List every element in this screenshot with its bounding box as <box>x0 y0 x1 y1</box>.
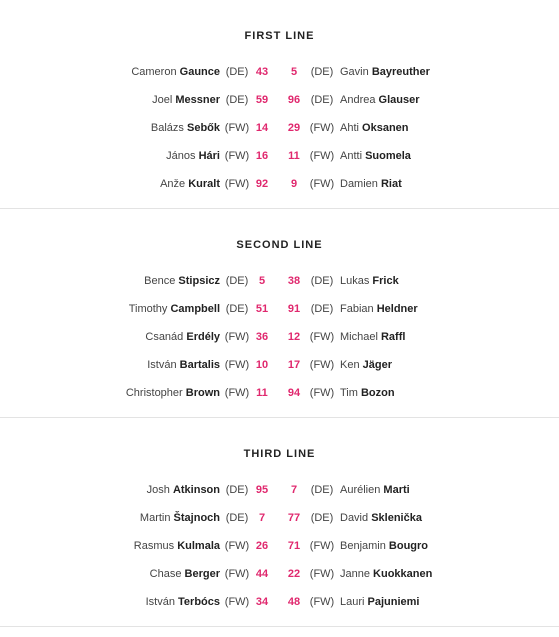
right-player-last-name: Bougro <box>388 540 429 552</box>
right-player-number: 29 <box>287 122 301 134</box>
left-player-name[interactable] <box>140 510 220 526</box>
left-player-last-name: Štajnoch <box>173 512 220 524</box>
right-player-first-name: Benjamin <box>340 540 386 552</box>
left-player-last-name: Messner <box>175 94 220 106</box>
left-player-first-name: Cameron <box>131 66 177 78</box>
right-player-last-name: Heldner <box>376 303 418 315</box>
left-player-number: 7 <box>258 512 266 524</box>
left-player-position: (FW) <box>224 150 250 162</box>
left-player-name[interactable] <box>152 92 220 108</box>
right-player-name[interactable] <box>340 92 420 108</box>
left-player-number: 44 <box>255 568 269 580</box>
left-player-last-name: Terbócs <box>178 596 220 608</box>
left-player-position: (FW) <box>224 359 250 371</box>
line-section <box>0 209 559 418</box>
left-player-last-name: Atkinson <box>172 484 220 496</box>
player-pair-row <box>0 510 559 526</box>
right-player-position: (DE) <box>310 484 334 496</box>
left-player-position: (DE) <box>225 512 249 524</box>
right-player-position: (FW) <box>309 178 335 190</box>
right-player-name[interactable] <box>340 176 402 192</box>
left-player-last-name: Stipsicz <box>178 275 220 287</box>
left-player-name[interactable] <box>160 176 220 192</box>
right-player-name[interactable] <box>340 482 410 498</box>
player-pair-row <box>0 148 559 164</box>
right-player-first-name: Ken <box>340 359 360 371</box>
right-player-position: (FW) <box>309 540 335 552</box>
left-player-first-name: Bence <box>144 275 176 287</box>
left-player-number: 34 <box>255 596 269 608</box>
left-player-first-name: Josh <box>146 484 170 496</box>
left-player-name[interactable] <box>147 482 220 498</box>
player-pair-row <box>0 482 559 498</box>
right-player-number: 71 <box>287 540 301 552</box>
right-player-last-name: Sklenička <box>371 512 422 524</box>
left-player-last-name: Kuralt <box>188 178 220 190</box>
player-pair-row <box>0 273 559 289</box>
left-player-name[interactable] <box>146 594 220 610</box>
left-player-position: (FW) <box>224 331 250 343</box>
left-player-first-name: Martin <box>139 512 171 524</box>
left-player-number: 11 <box>256 387 268 399</box>
right-player-position: (FW) <box>309 568 335 580</box>
right-player-position: (DE) <box>310 66 334 78</box>
right-player-first-name: Fabian <box>340 303 374 315</box>
left-player-position: (FW) <box>224 540 250 552</box>
right-player-number: 77 <box>287 512 301 524</box>
right-player-name[interactable] <box>340 120 409 136</box>
player-pair-row <box>0 329 559 345</box>
player-pair-row <box>0 538 559 554</box>
right-player-name[interactable] <box>340 510 422 526</box>
left-player-name[interactable] <box>150 566 220 582</box>
left-player-position: (DE) <box>225 303 249 315</box>
right-player-name[interactable] <box>340 301 418 317</box>
left-player-name[interactable] <box>131 64 220 80</box>
left-player-name[interactable] <box>144 273 220 289</box>
left-player-last-name: Gaunce <box>179 66 220 78</box>
line-section <box>0 0 559 209</box>
right-player-number: 38 <box>287 275 301 287</box>
right-player-first-name: David <box>340 512 369 524</box>
left-player-last-name: Erdély <box>186 331 220 343</box>
right-player-number: 94 <box>287 387 301 399</box>
right-player-number: 22 <box>287 568 301 580</box>
left-player-number: 5 <box>258 275 266 287</box>
left-player-number: 16 <box>255 150 269 162</box>
player-pair-row <box>0 357 559 373</box>
left-player-first-name: Joel <box>152 94 173 106</box>
right-player-first-name: Antti <box>340 150 363 162</box>
left-player-number: 92 <box>255 178 269 190</box>
left-player-number: 14 <box>255 122 269 134</box>
left-player-first-name: Christopher <box>125 387 183 399</box>
right-player-position: (DE) <box>310 303 334 315</box>
left-player-last-name: Kulmala <box>177 540 220 552</box>
right-player-position: (FW) <box>309 122 335 134</box>
right-player-name[interactable] <box>340 329 405 345</box>
left-player-number: 36 <box>255 331 269 343</box>
player-pair-row <box>0 64 559 80</box>
line-section <box>0 418 559 627</box>
left-player-last-name: Sebők <box>186 122 220 134</box>
right-player-position: (FW) <box>309 359 335 371</box>
left-player-first-name: István <box>145 596 175 608</box>
right-player-name[interactable] <box>340 148 411 164</box>
right-player-first-name: Damien <box>340 178 378 190</box>
left-player-first-name: Timothy <box>128 303 168 315</box>
right-player-last-name: Jäger <box>362 359 392 371</box>
left-player-name[interactable] <box>134 538 220 554</box>
right-player-first-name: Lukas <box>340 275 370 287</box>
left-player-position: (FW) <box>224 568 250 580</box>
left-player-name[interactable] <box>151 120 220 136</box>
left-player-position: (DE) <box>225 66 249 78</box>
right-player-name[interactable] <box>340 273 399 289</box>
right-player-first-name: Tim <box>340 387 358 399</box>
right-player-number: 7 <box>290 484 298 496</box>
right-player-number: 5 <box>290 66 298 78</box>
right-player-first-name: Aurélien <box>340 484 381 496</box>
left-player-position: (FW) <box>224 387 250 399</box>
right-player-position: (DE) <box>310 94 334 106</box>
left-player-number: 95 <box>255 484 269 496</box>
right-player-first-name: Gavin <box>340 66 369 78</box>
right-player-last-name: Oksanen <box>362 122 409 134</box>
player-pair-row <box>0 92 559 108</box>
right-player-last-name: Glauser <box>378 94 420 106</box>
left-player-first-name: Anže <box>160 178 186 190</box>
right-player-number: 96 <box>287 94 301 106</box>
right-player-position: (DE) <box>310 275 334 287</box>
left-player-first-name: Rasmus <box>133 540 175 552</box>
left-player-number: 43 <box>255 66 269 78</box>
right-player-last-name: Suomela <box>365 150 411 162</box>
right-player-name[interactable] <box>340 357 392 373</box>
right-player-name[interactable] <box>340 538 428 554</box>
right-player-first-name: Janne <box>340 568 370 580</box>
right-player-name[interactable] <box>340 566 432 582</box>
left-player-last-name: Brown <box>185 387 220 399</box>
line-title: SECOND LINE <box>236 239 323 251</box>
right-player-position: (FW) <box>309 331 335 343</box>
player-pair-row <box>0 385 559 401</box>
left-player-last-name: Berger <box>184 568 220 580</box>
left-player-position: (DE) <box>225 94 249 106</box>
right-player-last-name: Kuokkanen <box>373 568 433 580</box>
right-player-number: 12 <box>287 331 301 343</box>
right-player-first-name: Lauri <box>340 596 365 608</box>
left-player-last-name: Bartalis <box>179 359 220 371</box>
right-player-position: (DE) <box>310 512 334 524</box>
right-player-last-name: Frick <box>372 275 399 287</box>
right-player-name[interactable] <box>340 594 420 610</box>
player-pair-row <box>0 176 559 192</box>
left-player-position: (FW) <box>224 596 250 608</box>
right-player-first-name: Michael <box>340 331 378 343</box>
left-player-position: (FW) <box>224 122 250 134</box>
left-player-last-name: Hári <box>198 150 220 162</box>
right-player-name[interactable] <box>340 385 395 401</box>
left-player-number: 59 <box>255 94 269 106</box>
left-player-position: (FW) <box>224 178 250 190</box>
left-player-number: 10 <box>255 359 269 371</box>
line-title: FIRST LINE <box>244 30 315 42</box>
left-player-name[interactable] <box>147 357 220 373</box>
player-pair-row <box>0 594 559 610</box>
left-player-number: 26 <box>255 540 269 552</box>
left-player-name[interactable] <box>126 385 220 401</box>
player-pair-row <box>0 120 559 136</box>
left-player-first-name: János <box>166 150 196 162</box>
left-player-name[interactable] <box>145 329 220 345</box>
player-pair-row <box>0 566 559 582</box>
right-player-last-name: Raffl <box>380 331 406 343</box>
right-player-position: (FW) <box>309 150 335 162</box>
right-player-first-name: Ahti <box>340 122 359 134</box>
left-player-first-name: Csanád <box>145 331 184 343</box>
right-player-name[interactable] <box>340 64 430 80</box>
player-pair-row <box>0 301 559 317</box>
right-player-last-name: Bozon <box>360 387 395 399</box>
left-player-name[interactable] <box>129 301 220 317</box>
left-player-name[interactable] <box>166 148 220 164</box>
left-player-first-name: Balázs <box>150 122 184 134</box>
line-title: THIRD LINE <box>243 448 316 460</box>
right-player-number: 48 <box>287 596 301 608</box>
right-player-number: 91 <box>287 303 301 315</box>
left-player-number: 51 <box>255 303 269 315</box>
left-player-last-name: Campbell <box>170 303 220 315</box>
right-player-number: 17 <box>287 359 301 371</box>
right-player-first-name: Andrea <box>340 94 376 106</box>
right-player-last-name: Pajuniemi <box>367 596 420 608</box>
right-player-number: 11 <box>288 150 300 162</box>
right-player-last-name: Bayreuther <box>371 66 430 78</box>
right-player-last-name: Riat <box>380 178 402 190</box>
right-player-last-name: Marti <box>383 484 410 496</box>
left-player-position: (DE) <box>225 275 249 287</box>
right-player-position: (FW) <box>309 387 335 399</box>
left-player-first-name: István <box>147 359 177 371</box>
right-player-number: 9 <box>290 178 298 190</box>
left-player-position: (DE) <box>225 484 249 496</box>
right-player-position: (FW) <box>309 596 335 608</box>
left-player-first-name: Chase <box>149 568 182 580</box>
